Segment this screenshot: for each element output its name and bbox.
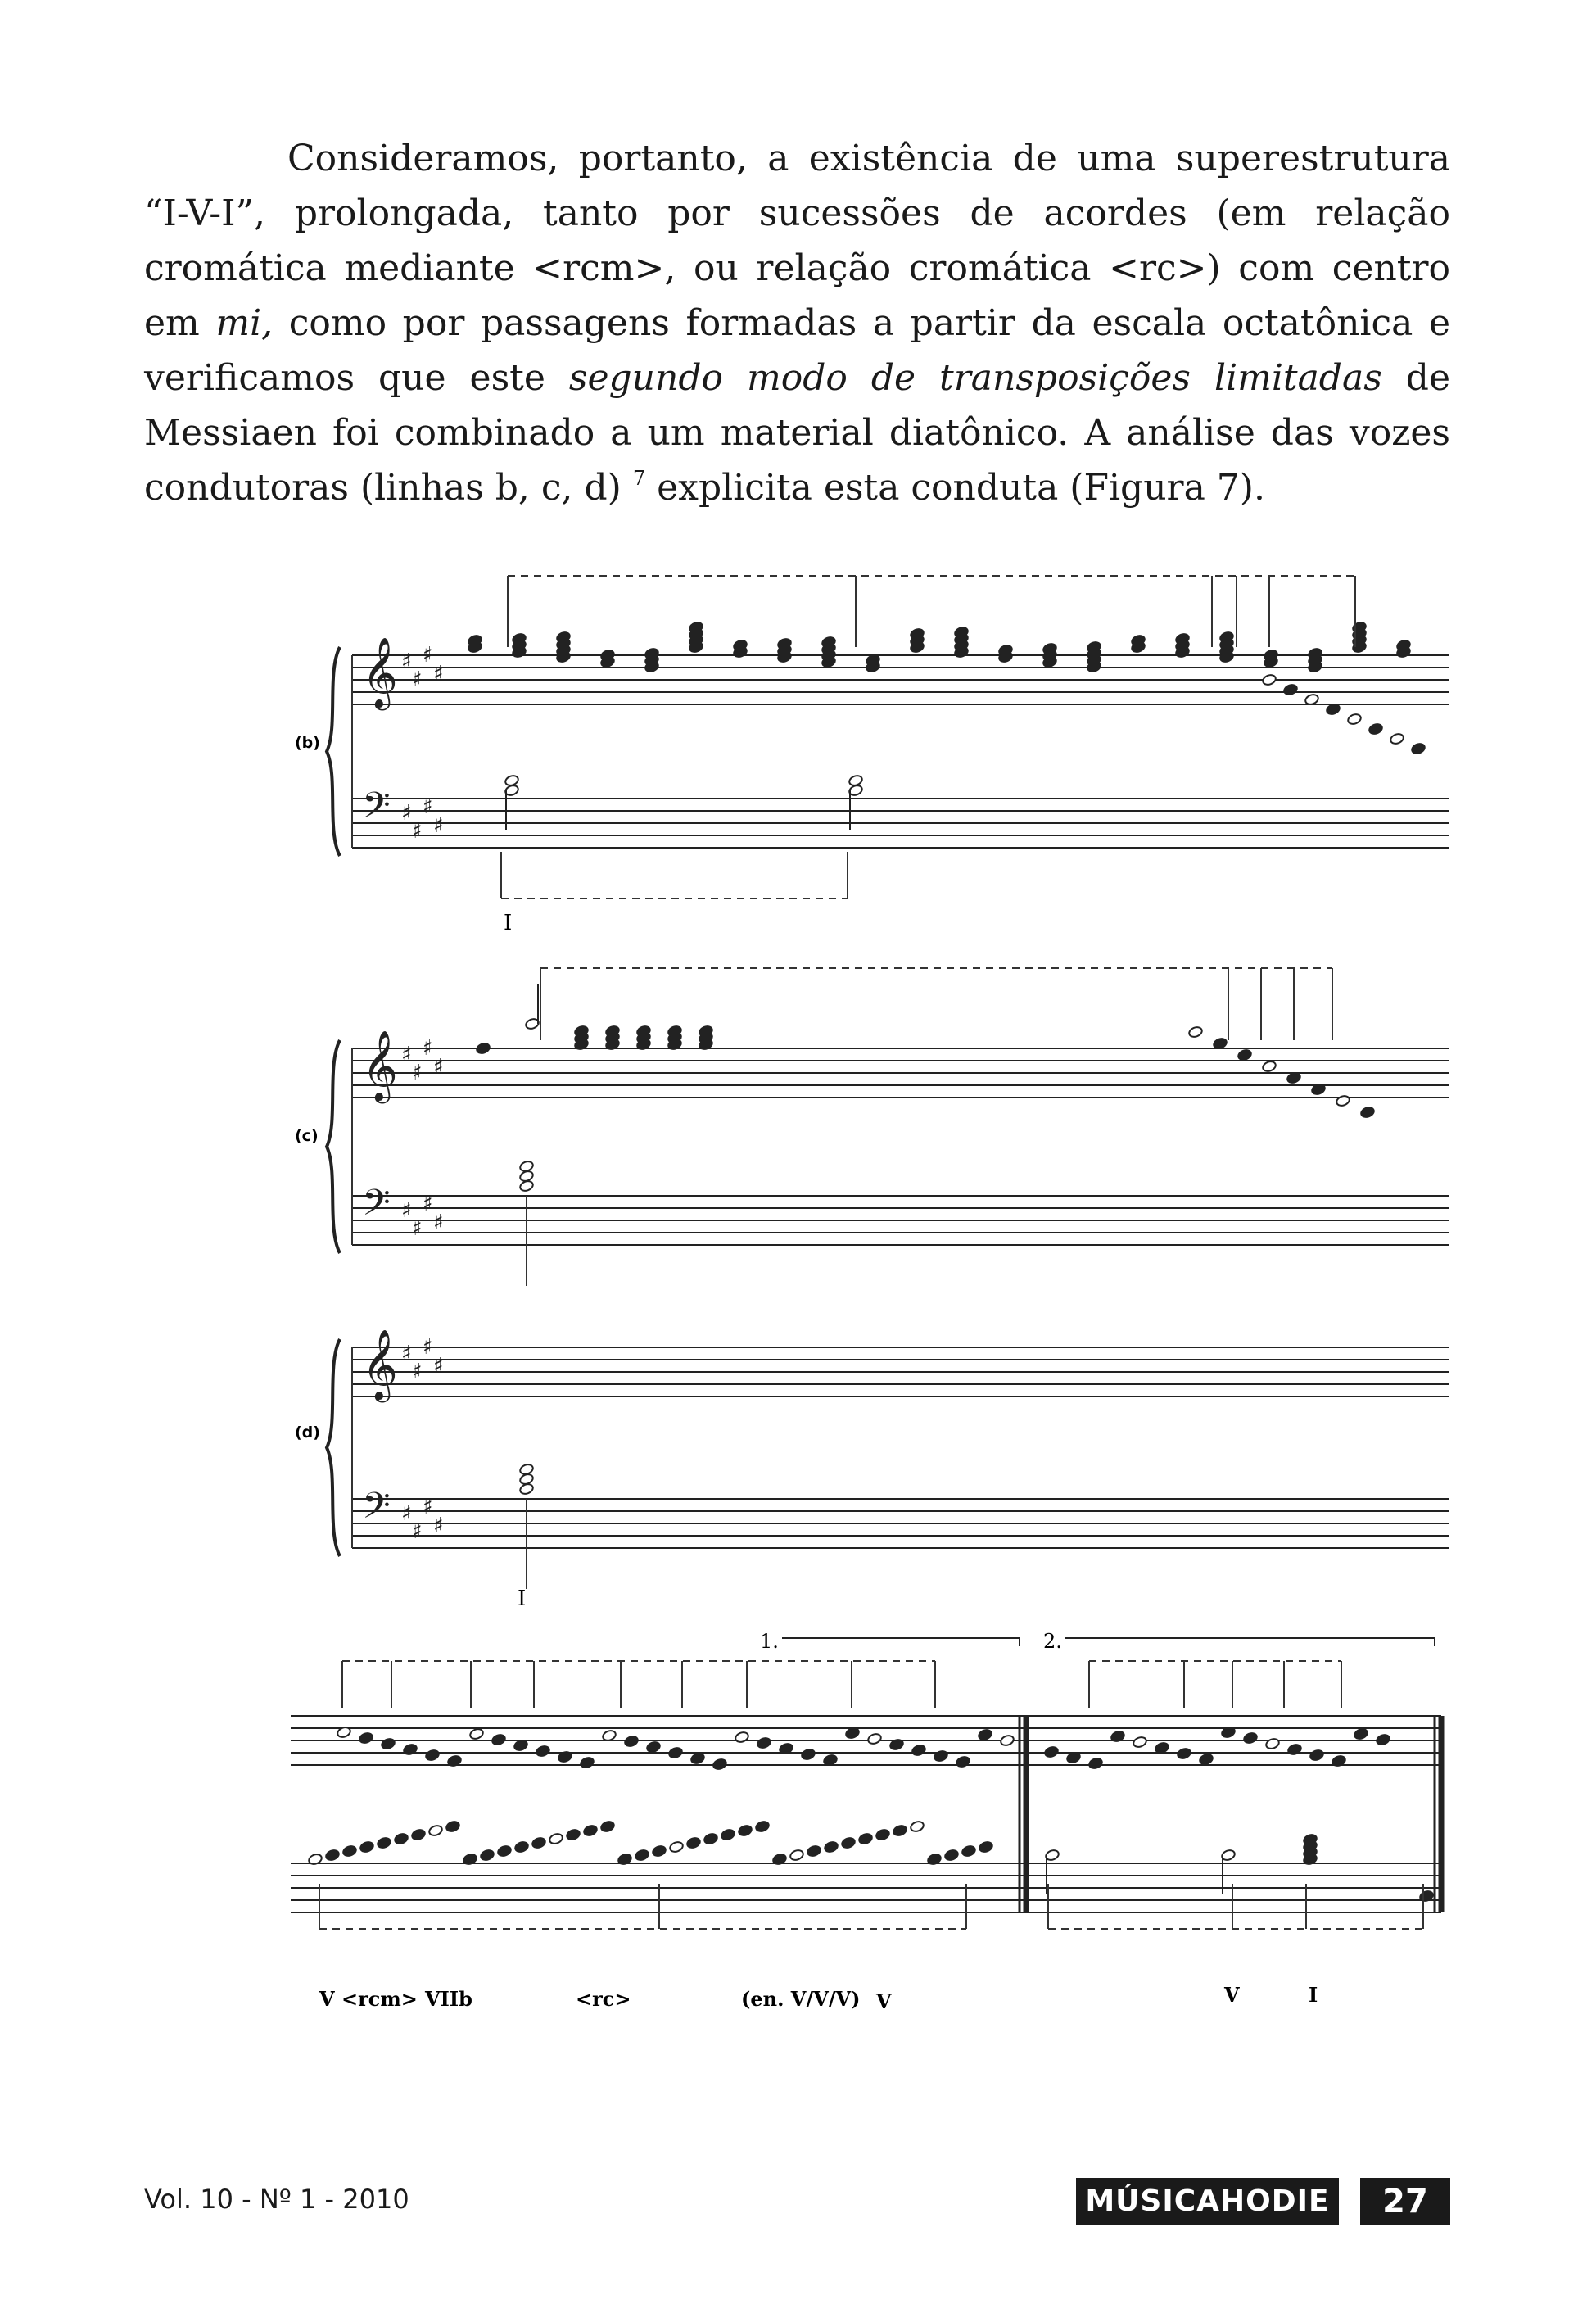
ending-bracket-1 (782, 1638, 1020, 1646)
treble-clef-icon: 𝄞 (362, 1030, 398, 1101)
notehead (1199, 1753, 1214, 1766)
bottom-label-v-rcm: V <rcm> (319, 1987, 418, 2011)
paragraph-emphasis-2: segundo modo de transposições limitadas (568, 357, 1382, 399)
analysis-brackets (319, 576, 1435, 1929)
notehead (342, 1844, 358, 1858)
notehead (381, 1737, 396, 1750)
notehead (668, 1746, 684, 1759)
notehead (1411, 742, 1426, 755)
notehead (531, 1836, 547, 1849)
treble-clef-icon: 𝄞 (362, 637, 398, 708)
notehead (566, 1828, 581, 1841)
notehead (1287, 1743, 1303, 1756)
notehead (669, 1840, 685, 1854)
notehead (428, 1824, 444, 1837)
sharp-icon: ♯ (412, 1216, 423, 1241)
bottom-label-v-2: V (1224, 1983, 1240, 2007)
sharp-icon: ♯ (401, 801, 412, 826)
sharp-icon: ♯ (412, 1519, 423, 1544)
sharp-icon: ♯ (412, 1360, 423, 1384)
bass-clef-icon: 𝄢 (362, 1181, 391, 1233)
sharp-icon: ♯ (423, 643, 433, 668)
notehead (1237, 1048, 1253, 1061)
bass-clef-icon: 𝄢 (362, 1484, 391, 1536)
paragraph-text-1: Consideramos, portanto, a existência de uma superestrutura “I-V-I”, prolongada, tanto por sucessões de acordes (em relação cromática mediante <rcm>, ou relação cromática <rc>) com centro em (144, 138, 1450, 344)
system-label-b: (b) (295, 734, 320, 752)
sharp-icon: ♯ (401, 1198, 412, 1223)
notehead (549, 1832, 564, 1845)
notehead (755, 1820, 771, 1833)
notehead (1188, 1025, 1204, 1039)
notehead (519, 1463, 535, 1476)
notehead (624, 1735, 640, 1748)
notehead (1044, 1745, 1060, 1758)
notehead (712, 1758, 728, 1771)
sharp-icon: ♯ (412, 1061, 423, 1085)
notehead (703, 1832, 719, 1845)
notehead (738, 1824, 753, 1837)
notehead (757, 1736, 772, 1749)
notehead (377, 1836, 392, 1849)
notehead (580, 1756, 595, 1769)
notehead (686, 1836, 702, 1849)
notehead (911, 1744, 927, 1757)
notehead (858, 1832, 874, 1845)
ending-label-1: 1. (760, 1630, 779, 1653)
ending-bracket-2 (1065, 1638, 1435, 1646)
notehead (1088, 1757, 1104, 1770)
notehead (867, 1732, 883, 1745)
sharp-icon: ♯ (412, 819, 423, 844)
notehead (956, 1755, 971, 1768)
sharp-icon: ♯ (401, 1501, 412, 1526)
notehead (394, 1832, 409, 1845)
notehead (1133, 1736, 1148, 1749)
bottom-label-v-1: V (876, 1989, 892, 2013)
notehead (848, 774, 864, 787)
notehead (1262, 673, 1277, 686)
notehead (646, 1740, 662, 1754)
notehead (735, 1731, 750, 1744)
notehead (978, 1728, 993, 1741)
sharp-icon: ♯ (433, 1514, 444, 1538)
notehead (1347, 713, 1363, 726)
notehead (514, 1840, 530, 1854)
notehead (445, 1820, 461, 1833)
notehead (1177, 1747, 1192, 1760)
notehead (403, 1743, 418, 1756)
treble-clef-icon: 𝄞 (362, 1329, 398, 1400)
notehead (411, 1828, 427, 1841)
bottom-label-en-vvv: (en. V/V/V) (741, 1987, 861, 2011)
sharp-icon: ♯ (423, 1192, 433, 1216)
system-brace (327, 1040, 340, 1253)
system-label-d: (d) (295, 1424, 320, 1442)
notehead (1336, 1094, 1351, 1107)
notes (308, 621, 1435, 1903)
notehead (635, 1849, 650, 1862)
notehead (875, 1828, 891, 1841)
notehead (721, 1828, 736, 1841)
notehead (425, 1749, 441, 1762)
notehead (1262, 1060, 1277, 1073)
notehead (893, 1824, 908, 1837)
sharp-icon: ♯ (433, 662, 444, 686)
sharp-icon: ♯ (433, 1211, 444, 1235)
system-brace (327, 647, 340, 856)
notehead (504, 774, 520, 787)
notehead (1360, 1106, 1376, 1119)
footer-page-number: 27 (1360, 2178, 1450, 2225)
staff-lines (291, 647, 1449, 1912)
paragraph-emphasis-1: mi, (215, 302, 274, 344)
sharp-icon: ♯ (401, 1043, 412, 1067)
bass-clef-icon: 𝄢 (362, 784, 391, 835)
degree-label-b-I: I (504, 911, 513, 935)
sharp-icon: ♯ (401, 1342, 412, 1366)
sharp-icon: ♯ (433, 1055, 444, 1080)
notehead (1368, 722, 1384, 736)
notehead (536, 1745, 551, 1758)
notehead (801, 1748, 816, 1761)
notehead (325, 1849, 341, 1862)
notehead (476, 1042, 491, 1055)
notehead (807, 1844, 822, 1858)
notehead (1000, 1734, 1015, 1747)
notehead (359, 1731, 374, 1745)
footer-journal-logo: MÚSICAHODIE (1076, 2178, 1339, 2225)
notehead (491, 1733, 507, 1746)
notehead (469, 1727, 485, 1740)
degree-label-d-I: I (518, 1586, 527, 1611)
sharp-icon: ♯ (423, 1036, 433, 1061)
notehead (934, 1749, 949, 1763)
notehead (961, 1844, 977, 1858)
sharp-icon: ♯ (433, 813, 444, 838)
bottom-label-viib: VIIb (425, 1987, 472, 2011)
notehead (979, 1840, 994, 1854)
notehead (359, 1840, 375, 1854)
notehead (824, 1840, 839, 1854)
notehead (1265, 1737, 1281, 1750)
footer-volume: Vol. 10 - Nº 1 - 2010 (144, 2184, 409, 2215)
sharp-icon: ♯ (401, 650, 412, 674)
footnote-marker: 7 (632, 467, 646, 490)
notehead (789, 1849, 805, 1862)
notehead (600, 1820, 616, 1833)
bottom-label-i: I (1309, 1983, 1318, 2007)
notehead (1354, 1727, 1369, 1740)
notehead (1376, 1733, 1391, 1746)
notehead (497, 1844, 513, 1858)
sharp-icon: ♯ (412, 668, 423, 692)
system-label-c: (c) (295, 1127, 319, 1145)
notehead (910, 1820, 925, 1833)
notehead (1309, 1749, 1325, 1762)
notehead (690, 1752, 706, 1765)
notehead (583, 1824, 599, 1837)
bottom-label-rc: <rc> (576, 1987, 631, 2011)
sharp-icon: ♯ (423, 794, 433, 819)
notehead (1283, 683, 1299, 696)
notehead (480, 1849, 495, 1862)
sharp-icon: ♯ (433, 1354, 444, 1378)
notehead (944, 1849, 960, 1862)
clefs-and-key-signatures (362, 637, 444, 1544)
notehead (1390, 732, 1405, 745)
sharp-icon: ♯ (423, 1495, 433, 1519)
paragraph-text-4: explicita esta conduta (Figura 7). (645, 467, 1265, 509)
notehead (652, 1844, 667, 1858)
sharp-icon: ♯ (423, 1335, 433, 1360)
paragraph-text-2: como por passagens formadas a partir da escala octatônica e verificamos que este (144, 302, 1450, 399)
notehead (519, 1160, 535, 1173)
notehead (841, 1836, 857, 1849)
system-brace (327, 1339, 340, 1556)
notehead (1243, 1731, 1259, 1745)
ending-label-2: 2. (1043, 1630, 1062, 1653)
paragraph-text-3: de Messiaen foi combinado a um material diatônico. A análise das vozes condutoras (linhas b, c, d) (144, 357, 1450, 509)
